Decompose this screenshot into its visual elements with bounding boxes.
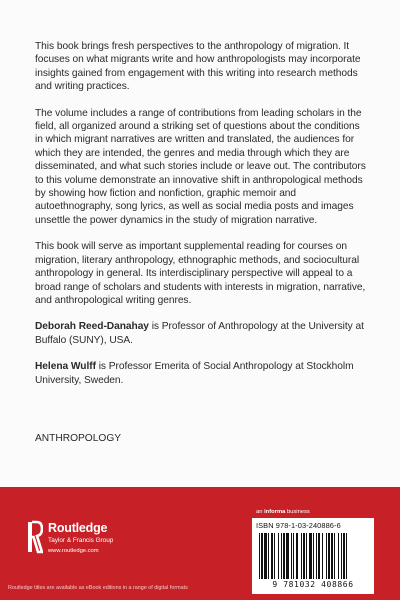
publisher-group: Taylor & Francis Group — [48, 537, 114, 544]
editor-bio-text-1: is Professor of Anthropology at the University at Buffalo (SUNY), USA. — [35, 321, 364, 346]
barcode-graphic — [258, 533, 370, 579]
barcode-bar — [259, 533, 260, 579]
barcode-bar — [303, 533, 305, 579]
routledge-logo-icon — [27, 520, 43, 556]
subject-category: ANTHROPOLOGY — [35, 433, 122, 444]
barcode-bar — [261, 533, 263, 579]
barcode-bar — [271, 533, 273, 579]
publisher-name: Routledge — [48, 521, 108, 535]
barcode-bar — [346, 533, 347, 579]
barcode-bar — [264, 533, 267, 579]
barcode-bar — [291, 533, 292, 579]
blurb-paragraph-3: This book will serve as important supplemental reading for courses on migration, literary anthropology, ethnographic methods, and sociocultural anthropology in general. Its interdisciplinary perspective will appeal to a broad range of scholars and students with interests in migration, narrative, and anthropological writing genres. — [35, 241, 366, 306]
barcode-bar — [316, 533, 317, 579]
informa-prefix: an — [256, 509, 265, 515]
barcode-bar — [293, 533, 294, 579]
barcode-bar — [306, 533, 307, 579]
barcode-bar — [341, 533, 342, 579]
barcode-bar — [281, 533, 282, 579]
barcode-bar — [309, 533, 312, 579]
editor-bio-1 — [35, 320, 370, 347]
barcode-bar — [318, 533, 320, 579]
informa-business-tag — [256, 509, 310, 515]
informa-brand: informa — [264, 509, 286, 515]
isbn-label: ISBN 978-1-03-240886-6 — [256, 521, 341, 530]
barcode-bar — [331, 533, 333, 579]
isbn-barcode — [252, 518, 374, 594]
ebook-note: Routledge titles are available as eBook editions in a range of digital formats — [8, 585, 188, 591]
editor-bio-2 — [35, 360, 370, 387]
barcode-bar — [286, 533, 289, 579]
barcode-bar — [283, 533, 285, 579]
blurb-paragraph-1: This book brings fresh perspectives to the anthropology of migration. It focuses on what migrants write and how anthropologists may incorporate insights gained from engagement with this writing into research methods and writing practices. — [35, 41, 361, 93]
barcode-bar — [296, 533, 298, 579]
informa-suffix: business — [285, 509, 310, 515]
barcode-bar — [268, 533, 269, 579]
blurb-text — [35, 40, 370, 400]
publisher-url[interactable]: www.routledge.com — [48, 548, 99, 554]
barcode-bar — [338, 533, 339, 579]
barcode-bar — [326, 533, 327, 579]
editor-name-1: Deborah Reed-Danahay — [35, 321, 149, 333]
barcode-bar — [313, 533, 314, 579]
barcode-bar — [343, 533, 345, 579]
barcode-bar — [301, 533, 302, 579]
editor-bio-text-2: is Professor Emerita of Social Anthropology at Stockholm University, Sweden. — [35, 361, 354, 386]
editor-name-2: Helena Wulff — [35, 361, 96, 373]
barcode-bar — [322, 533, 323, 579]
routledge-logo — [27, 520, 167, 560]
blurb-paragraph-2: The volume includes a range of contributions from leading scholars in the field, all organized around a striking set of questions about the conditions in which migrant narratives are written and translated, the audiences for which they are intended, the genres and media through which they are disseminated, and what such stories include or leave out. The contributors to this volume demonstrate an innovative shift in anthropological methods by showing how fiction and nonfiction, graphic memoir and autoethnography, song lyrics, as well as social media posts and images unsettle the power dynamics in the study of migration narrative. — [35, 107, 366, 226]
barcode-bar — [278, 533, 279, 579]
barcode-bar — [328, 533, 330, 579]
barcode-digits: 9 781032 408866 — [272, 580, 354, 589]
barcode-bar — [274, 533, 275, 579]
barcode-bar — [334, 533, 335, 579]
